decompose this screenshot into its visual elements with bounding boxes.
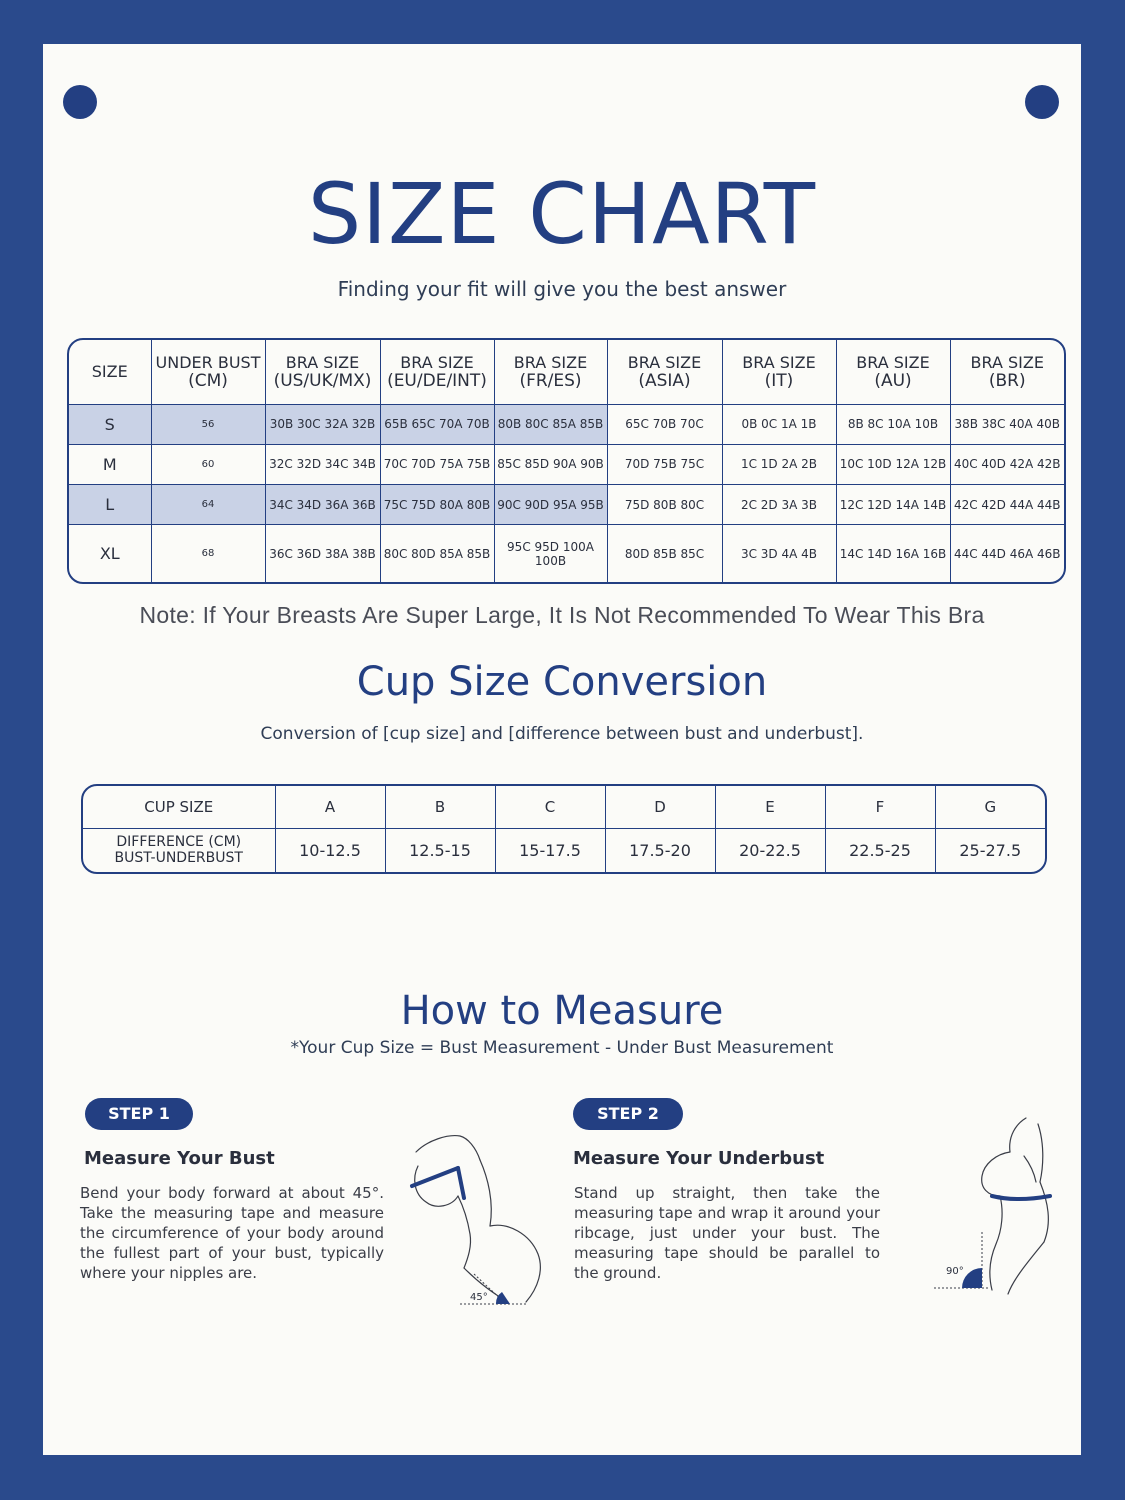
difference-label-line: DIFFERENCE (CM)	[116, 834, 242, 851]
figure-outline	[1010, 1118, 1026, 1152]
header-bra-fr	[494, 340, 607, 404]
header-line: BRA SIZE	[285, 352, 360, 372]
table-row	[69, 484, 1064, 524]
difference-cell: 17.5-20	[605, 828, 715, 872]
step-2-instructions: Stand up straight, then take the measuring tape and wrap it around your ribcage, just under your bust. The measuring tape should be parallel to the ground.	[574, 1184, 880, 1282]
figure-outline	[982, 1152, 1010, 1196]
header-bra-it	[722, 340, 836, 404]
size-table-header-row	[69, 340, 1064, 404]
header-line: SIZE	[91, 362, 128, 382]
table-cell: 3C 3D 4A 4B	[722, 525, 836, 582]
table-row	[69, 404, 1064, 444]
measure-section-title: How to Measure	[400, 988, 724, 1034]
size-cell: XL	[69, 525, 151, 582]
table-cell: 8B 8C 10A 10B	[836, 404, 950, 444]
step-2-title: Measure Your Underbust	[573, 1148, 825, 1169]
cup-header-cell: E	[715, 786, 825, 828]
figure-outline	[416, 1136, 480, 1160]
angle-label-45: 45°	[470, 1292, 488, 1303]
difference-label	[83, 828, 275, 872]
header-line: BRA SIZE	[742, 352, 816, 372]
page-subtitle: Finding your fit will give you the best answer	[337, 277, 787, 301]
table-cell: 0B 0C 1A 1B	[722, 404, 836, 444]
difference-cell: 12.5-15	[385, 828, 495, 872]
under-bust-cell: 56	[151, 404, 265, 444]
measuring-tape	[412, 1168, 464, 1198]
table-cell: 70D 75B 75C	[607, 444, 722, 484]
header-line: BRA SIZE	[970, 352, 1044, 372]
table-cell: 70C 70D 75A 75B	[380, 444, 494, 484]
cup-header-cell: D	[605, 786, 715, 828]
difference-cell: 25-27.5	[935, 828, 1045, 872]
table-cell: 75D 80B 80C	[607, 484, 722, 524]
table-cell: 80B 80C 85A 85B	[494, 404, 607, 444]
table-cell: 85C 85D 90A 90B	[494, 444, 607, 484]
table-cell: 38B 38C 40A 40B	[950, 404, 1064, 444]
step-1-instructions: Bend your body forward at about 45°. Take the measuring tape and measure the circumference of your body around the fullest part of your bust, typically where your nipples are.	[80, 1184, 384, 1282]
figure-outline	[1024, 1156, 1036, 1182]
table-row	[69, 525, 1064, 582]
header-bra-us	[265, 340, 380, 404]
angle-label-90: 90°	[946, 1266, 964, 1277]
header-region: (US/UK/MX)	[273, 370, 372, 391]
under-bust-cell: 60	[151, 444, 265, 484]
table-cell: 90C 90D 95A 95B	[494, 484, 607, 524]
header-line: BRA SIZE	[627, 352, 702, 372]
header-line: BRA SIZE	[856, 352, 930, 372]
table-cell: 80C 80D 85A 85B	[380, 525, 494, 582]
figure-outline	[490, 1225, 540, 1302]
table-cell: 1C 1D 2A 2B	[722, 444, 836, 484]
cup-header-cell: C	[495, 786, 605, 828]
header-region: (IT)	[764, 370, 794, 391]
size-table	[67, 338, 1066, 584]
cup-header-cell: B	[385, 786, 495, 828]
cup-header-cell: A	[275, 786, 385, 828]
difference-cell: 20-22.5	[715, 828, 825, 872]
table-cell: 2C 2D 3A 3B	[722, 484, 836, 524]
cup-section-description: Conversion of [cup size] and [difference between bust and underbust].	[260, 724, 864, 744]
header-region: (EU/DE/INT)	[387, 370, 487, 391]
table-cell: 42C 42D 44A 44B	[950, 484, 1064, 524]
table-cell: 12C 12D 14A 14B	[836, 484, 950, 524]
cup-difference-row	[83, 828, 1045, 872]
cup-header-cell: G	[935, 786, 1045, 828]
header-bra-br	[950, 340, 1064, 404]
cup-size-table	[81, 784, 1047, 874]
table-row	[69, 444, 1064, 484]
figure-outline	[1038, 1124, 1043, 1182]
table-cell: 95C 95D 100A 100B	[494, 525, 607, 582]
header-line: BRA SIZE	[400, 352, 474, 372]
header-region: (ASIA)	[638, 370, 691, 391]
figure-outline	[480, 1160, 491, 1226]
pin-dot-right	[1025, 85, 1059, 119]
cup-section-title: Cup Size Conversion	[356, 659, 768, 705]
angle-marker-90	[934, 1232, 988, 1288]
difference-label-line: BUST-UNDERBUST	[114, 850, 243, 867]
size-cell: L	[69, 484, 151, 524]
table-cell: 32C 32D 34C 34B	[265, 444, 380, 484]
table-cell: 80D 85B 85C	[607, 525, 722, 582]
pin-dot-left	[63, 85, 97, 119]
header-under-bust	[151, 340, 265, 404]
header-line: UNDER BUST	[155, 352, 261, 372]
cup-size-formula: *Your Cup Size = Bust Measurement - Under Bust Measurement	[290, 1038, 834, 1058]
difference-cell: 10-12.5	[275, 828, 385, 872]
table-cell: 44C 44D 46A 46B	[950, 525, 1064, 582]
header-bra-au	[836, 340, 950, 404]
table-cell: 14C 14D 16A 16B	[836, 525, 950, 582]
under-bust-cell: 64	[151, 484, 265, 524]
step-1-badge: STEP 1	[85, 1098, 193, 1130]
table-cell: 65C 70B 70C	[607, 404, 722, 444]
large-breast-note: Note: If Your Breasts Are Super Large, It Is Not Recommended To Wear This Bra	[139, 602, 985, 628]
header-region: (FR/ES)	[519, 370, 582, 391]
size-cell: S	[69, 404, 151, 444]
table-cell: 40C 40D 42A 42B	[950, 444, 1064, 484]
table-cell: 75C 75D 80A 80B	[380, 484, 494, 524]
header-region: (AU)	[874, 370, 912, 391]
size-cell: M	[69, 444, 151, 484]
difference-cell: 15-17.5	[495, 828, 605, 872]
figure-outline	[990, 1196, 1002, 1290]
size-chart-card	[43, 44, 1081, 1455]
header-bra-eu	[380, 340, 494, 404]
header-unit: (CM)	[188, 370, 228, 391]
underbust-measure-illustration	[888, 1112, 1058, 1297]
figure-outline	[1040, 1182, 1048, 1242]
table-cell: 10C 10D 12A 12B	[836, 444, 950, 484]
header-bra-asia	[607, 340, 722, 404]
figure-outline	[458, 1196, 471, 1268]
figure-outline	[1008, 1242, 1044, 1294]
bust-measure-illustration	[398, 1122, 558, 1307]
table-cell: 30B 30C 32A 32B	[265, 404, 380, 444]
cup-header-cell: F	[825, 786, 935, 828]
table-cell: 34C 34D 36A 36B	[265, 484, 380, 524]
table-cell: 36C 36D 38A 38B	[265, 525, 380, 582]
step-1-title: Measure Your Bust	[84, 1148, 275, 1169]
cup-header-row	[83, 786, 1045, 828]
table-cell: 65B 65C 70A 70B	[380, 404, 494, 444]
page-title: SIZE CHART	[307, 165, 817, 263]
header-size	[69, 340, 151, 404]
cup-header-label: CUP SIZE	[83, 786, 275, 828]
measuring-tape	[992, 1196, 1050, 1199]
header-line: BRA SIZE	[513, 352, 588, 372]
under-bust-cell: 68	[151, 525, 265, 582]
step-2-badge: STEP 2	[573, 1098, 683, 1130]
header-region: (BR)	[988, 370, 1026, 391]
difference-cell: 22.5-25	[825, 828, 935, 872]
